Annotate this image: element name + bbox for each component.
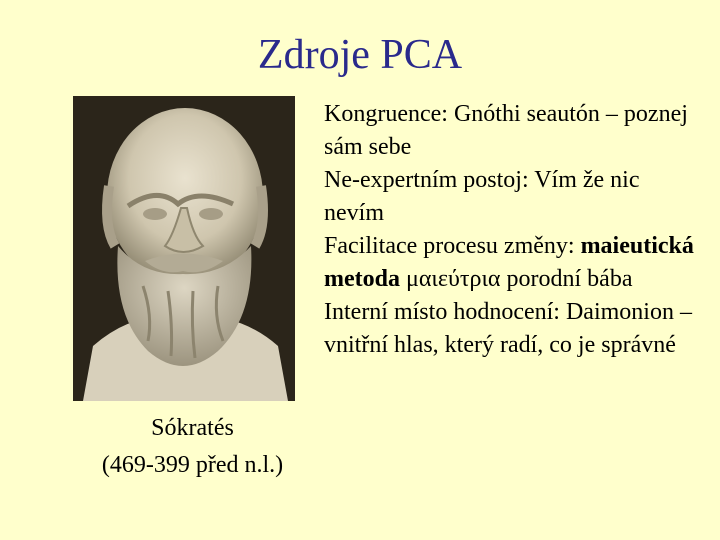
bullet-ne-expertni: Ne-expertním postoj: Vím že nic nevím <box>324 167 640 226</box>
bullet-facilitace <box>324 230 699 296</box>
slide-title: Zdroje PCA <box>257 32 463 78</box>
bullet-interni-misto: Interní místo hodnocení: Daimonion – vnitřní hlas, který radí, co je správné <box>324 299 692 358</box>
bullet-kongruence: Kongruence: Gnóthi seautón – poznej sám sebe <box>324 101 688 160</box>
facilitace-label: Facilitace procesu změny: <box>324 233 581 259</box>
socrates-bust-icon <box>73 96 295 401</box>
caption-name: Sókratés <box>151 415 234 441</box>
caption-dates: (469-399 před n.l.) <box>101 452 284 478</box>
maieuticka-metoda: maieutická metoda <box>324 233 694 292</box>
greek-term: μαιεύτρια <box>399 266 501 292</box>
socrates-bust-image <box>73 96 295 401</box>
portrait-caption <box>60 410 325 484</box>
bullet-list <box>324 98 699 362</box>
porodni-baba: porodní bába <box>500 266 633 292</box>
